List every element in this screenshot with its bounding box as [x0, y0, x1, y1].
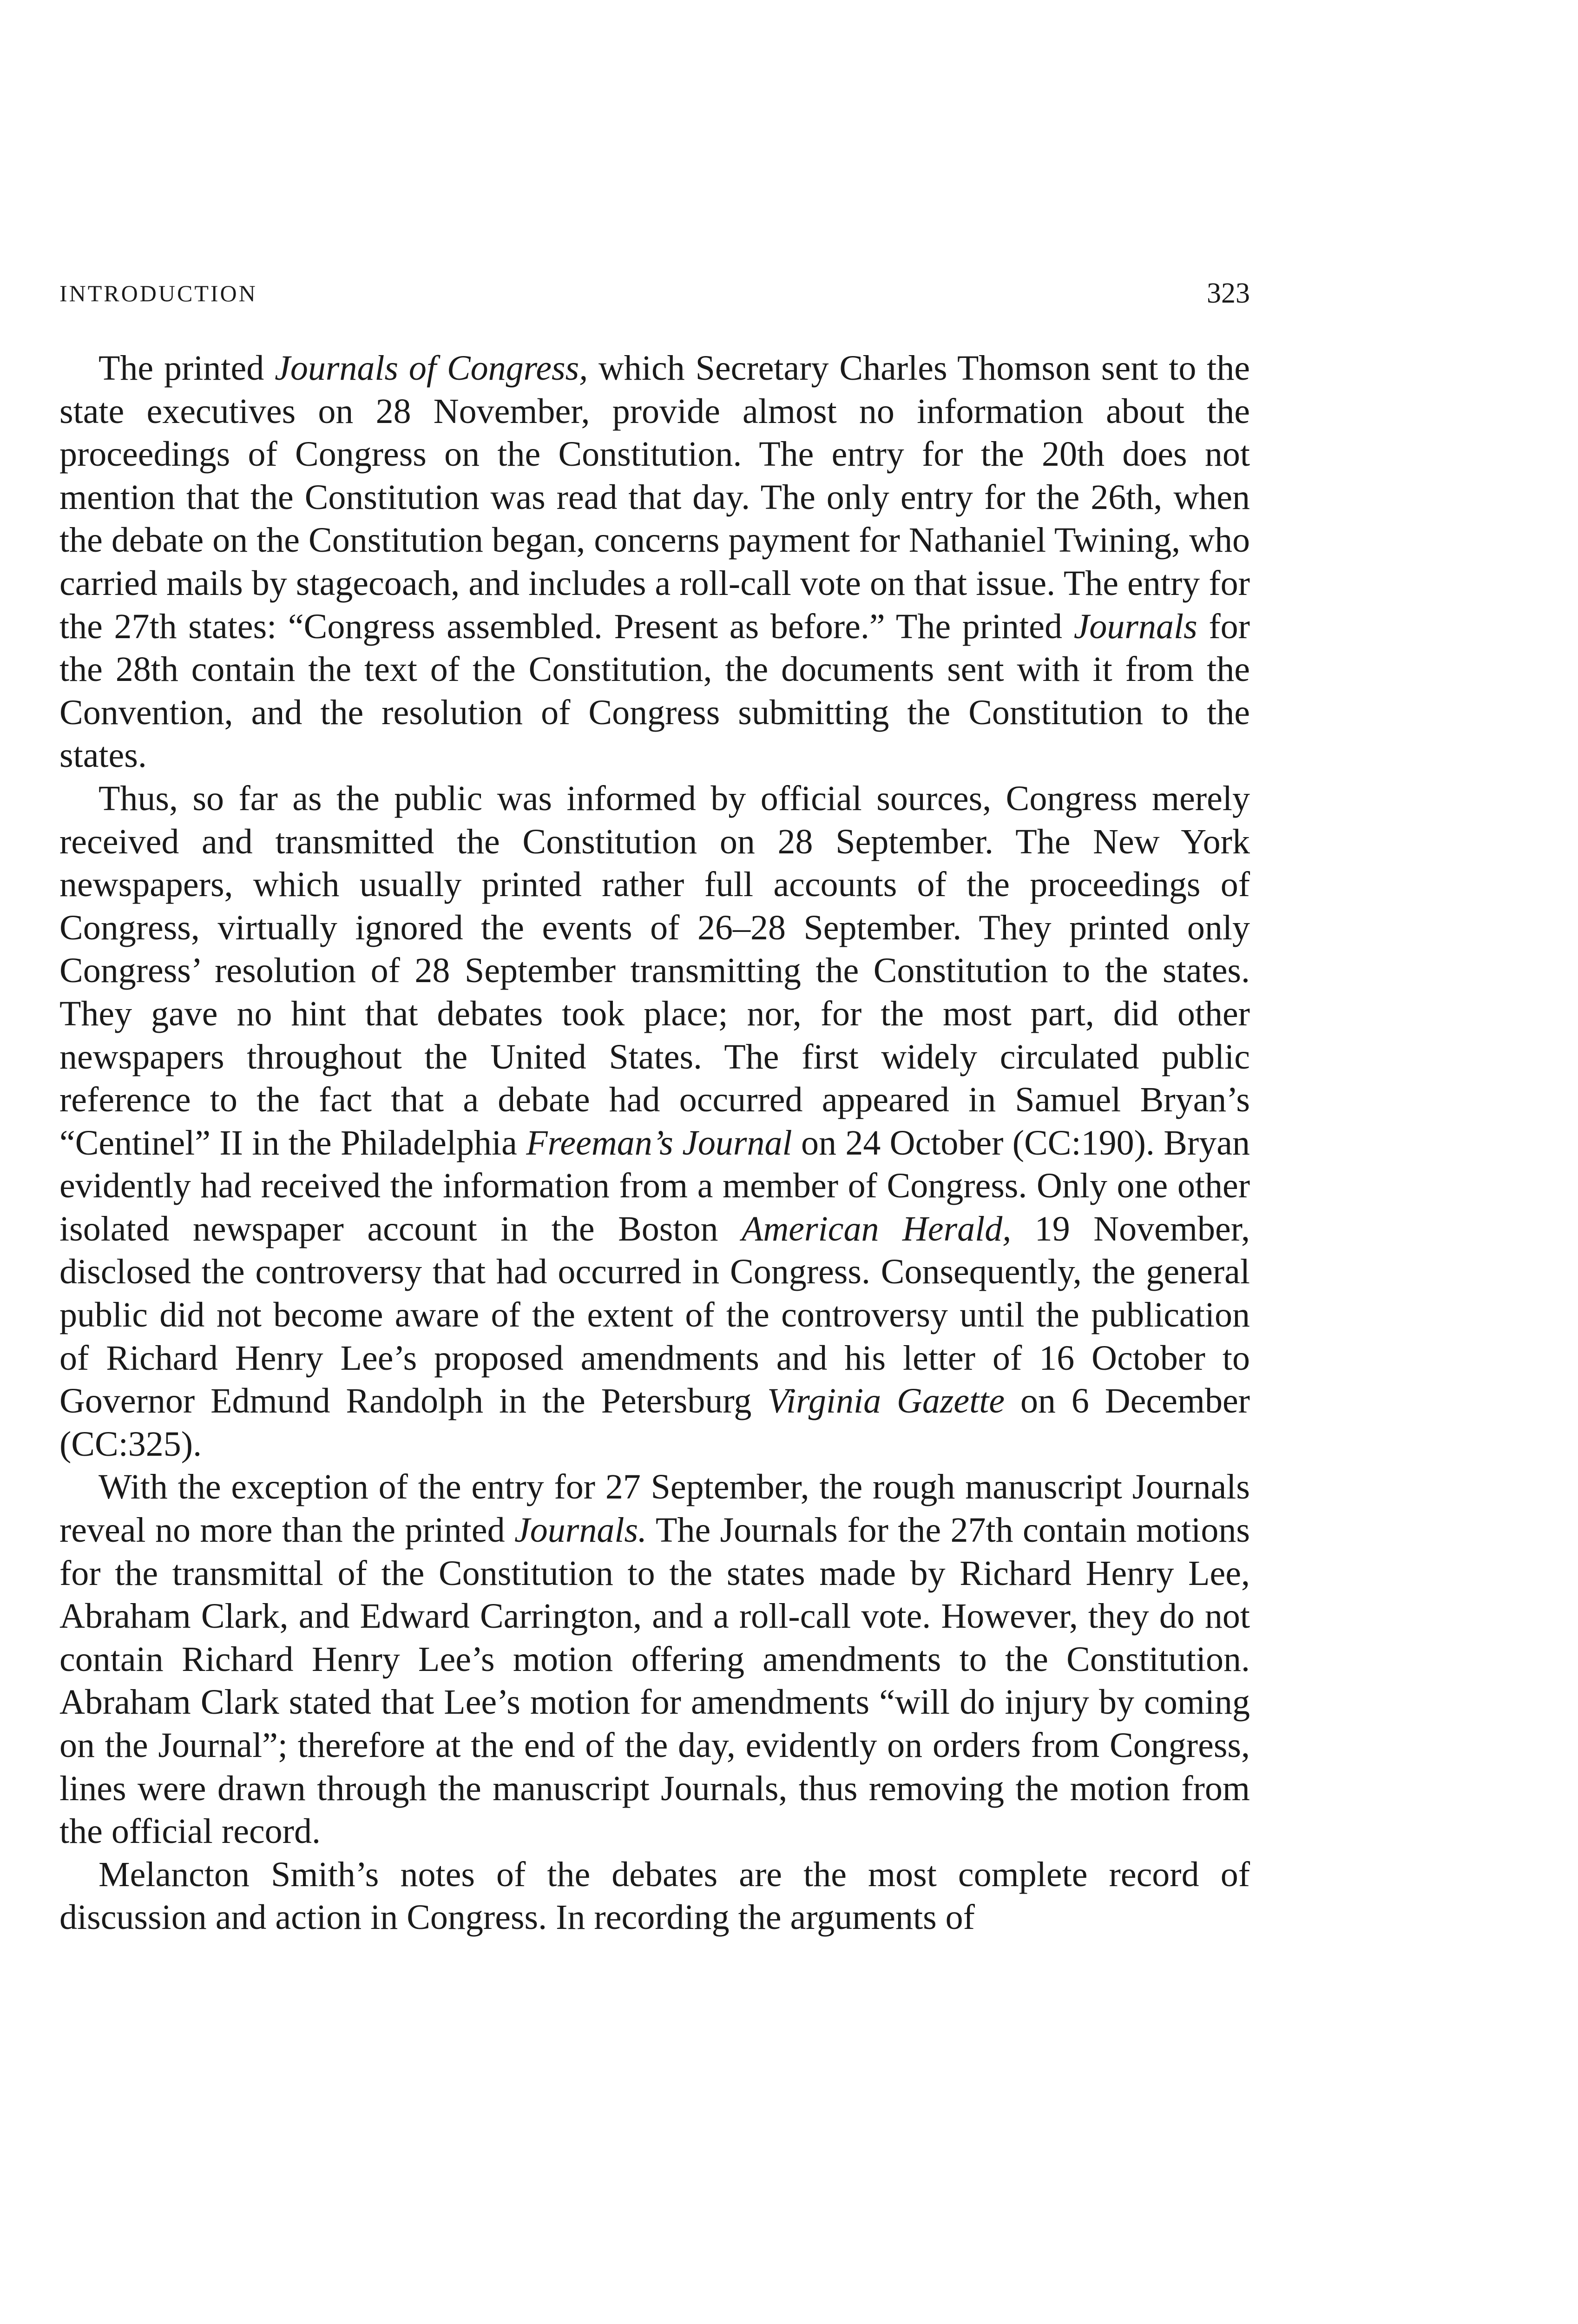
italic-text-segment: Freeman’s Journal	[526, 1123, 792, 1162]
italic-text-segment: Journals	[1073, 607, 1197, 646]
italic-text-segment: American Herald,	[742, 1209, 1012, 1248]
paragraph	[59, 347, 1250, 777]
italic-text-segment: Virginia Gazette	[767, 1381, 1005, 1421]
text-segment: which Secretary Charles Thomson sent to the state executives on 28 November, provide almost no information about the proceedings of Congress on the Constitution. The entry for the 20th does not mention that the Constitution was read that day. The only entry for the 26th, when the debate on the Constitution began, concerns payment for Nathaniel Twining, who carried mails by stagecoach, and includes a roll-call vote on that issue. The entry for the 27th states: “Congress assembled. Present as before.” The printed	[59, 349, 1250, 646]
page-number: 323	[1207, 277, 1250, 309]
text-segment: Melancton Smith’s notes of the debates are the most complete record of discussion and action in Congress. In recording the arguments of	[59, 1855, 1250, 1937]
text-segment: 19 November, disclosed the controversy that had occurred in Congress. Consequently, the general public did not become aware of the extent of the controversy until the publication of Richard Henry Lee’s proposed amendments and his letter of 16 October to Governor Edmund Randolph in the Petersburg	[59, 1209, 1250, 1421]
paragraph	[59, 1853, 1250, 1939]
text-segment: for the 28th contain the text of the Constitution, the documents sent with it from the Convention, and the resolution of Congress submitting the Constitution to the states.	[59, 607, 1250, 775]
italic-text-segment: Journals of Congress,	[275, 349, 588, 388]
text-segment: The printed	[99, 349, 275, 388]
running-head	[59, 277, 1250, 310]
paragraph	[59, 777, 1250, 1466]
section-label: INTRODUCTION	[59, 280, 257, 306]
text-segment: The Journals for the 27th contain motions for the transmittal of the Constitution to the states made by Richard Henry Lee, Abraham Clark, and Edward Carrington, and a roll-call vote. However, they do not contain Richard Henry Lee’s motion offering amendments to the Constitution. Abraham Clark stated that Lee’s motion for amendments “will do injury by coming on the Journal”; therefore at the end of the day, evidently on orders from Congress, lines were drawn through the manuscript Journals, thus removing the motion from the official record.	[59, 1511, 1250, 1851]
text-segment: Thus, so far as the public was informed by official sources, Congress merely received and transmitted the Constitution on 28 September. The New York newspapers, which usually printed rather full accounts of the proceedings of Congress, virtually ignored the events of 26–28 September. They printed only Congress’ resolution of 28 September transmitting the Constitution to the states. They gave no hint that debates took place; nor, for the most part, did other newspapers throughout the United States. The first widely circulated public reference to the fact that a debate had occurred appeared in Samuel Bryan’s “Centinel” II in the Philadelphia	[59, 779, 1250, 1162]
paragraph	[59, 1466, 1250, 1853]
body-text	[59, 347, 1250, 1939]
text-segment: on 24 October (CC:190). Bryan evidently had received the information from a member of Congress. Only one other isolated newspaper account in the Boston	[59, 1123, 1250, 1248]
text-segment: With the exception of the entry for 27 September, the rough manuscript Journals reveal no more than the printed	[59, 1467, 1250, 1550]
text-segment: on 6 December (CC:325).	[59, 1381, 1250, 1464]
italic-text-segment: Journals.	[514, 1511, 647, 1550]
